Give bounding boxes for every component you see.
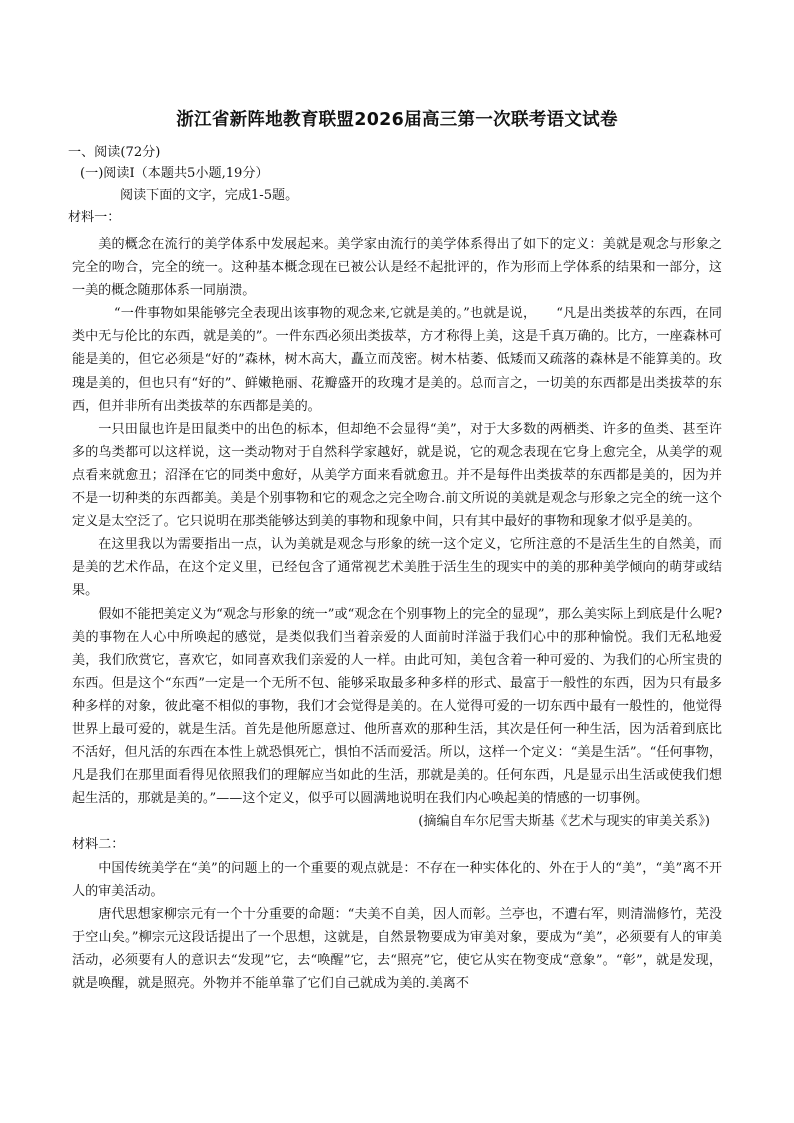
section-heading: 一、阅读(72分) bbox=[68, 145, 161, 160]
exam-title: 浙江省新阵地教育联盟2026届高三第一次联考语文试卷 bbox=[176, 110, 618, 130]
material1-paragraph: “一件事物如果能够完全表现出该事物的观念来,它就是美的。”也就是说， “凡是出类拔萃的东西，在同类中无与伦比的东西，就是美的”。一件东西必须出类拔萃，方才称得上美，这是千真万确的。比方，一座森林可能是美的，但它必须是“好的”森林，树木高大，矗立而茂密。树木枯萎、低矮而又疏落的森林是不能算美的。玫瑰是美的，但也只有“好的”、鲜嫩艳丽、花瓣盛开的玫瑰才是美的。总而言之，一切美的东西都是出类拔萃的东西，但并非所有出类拔萃的东西都是美的。 bbox=[72, 306, 722, 414]
material1-paragraph: 假如不能把美定义为“观念与形象的统一”或“观念在个别事物上的完全的显现”，那么美实际上到底是什么呢?美的事物在人心中所唤起的感觉，是类似我们当着亲爱的人面前时洋溢于我们心中的那种愉悦。我们无私地爱美，我们欣赏它，喜欢它，如同喜欢我们亲爱的人一样。由此可知，美包含着一种可爱的、为我们的心所宝贵的东西。但是这个“东西”一定是一个无所不包、能够采取最多种多样的形式、最富于一般性的东西，因为只有最多种多样的对象，彼此毫不相似的事物，我们才会觉得是美的。在人觉得可爱的一切东西中最有一般性的，他觉得世界上最可爱的，就是生活。首先是他所愿意过、他所喜欢的那种生活，其次是任何一种生活，因为活着到底比不活好，但凡活的东西在本性上就恐惧死亡，惧怕不活而爱活。所以，这样一个定义：“美是生活”。“任何事物，凡是我们在那里面看得见依照我们的理解应当如此的生活，那就是美的。任何东西，凡是显示出生活或使我们想起生活的，那就是美的。”——这个定义，似乎可以圆满地说明在我们内心唤起美的情感的一切事例。 bbox=[72, 606, 722, 807]
material1-body bbox=[72, 233, 722, 857]
subsection-heading: (一)阅读Ⅰ（本题共5小题,19分） bbox=[80, 166, 269, 181]
material2-paragraph: 中国传统美学在“美”的问题上的一个重要的观点就是：不存在一种实体化的、外在于人的“美”，“美”离不开人的审美活动。 bbox=[72, 861, 722, 900]
material1-source: (摘编自车尔尼雪夫斯基《艺术与现实的审美关系》) bbox=[418, 814, 710, 830]
material2-paragraph: 唐代思想家柳宗元有一个十分重要的命题：“夫美不自美，因人而彰。兰亭也，不遭右军，则清湍修竹，芜没于空山矣。”柳宗元这段话提出了一个思想，这就是，自然景物要成为审美对象，要成为“美”，必须要有人的审美活动，必须要有人的意识去“发现”它，去“唤醒”它，去“照亮”它，使它从实在物变成“意象”。“彰”，就是发现，就是唤醒，就是照亮。外物并不能单靠了它们自己就成为美的.美离不 bbox=[72, 907, 722, 992]
material1-label: 材料一： bbox=[68, 210, 121, 225]
material1-paragraph: 美的概念在流行的美学体系中发展起来。美学家由流行的美学体系得出了如下的定义：美就是观念与形象之完全的吻合，完全的统一。这种基本概念现在已被公认是经不起批评的，作为形而上学体系的结果和一部分，这一美的概念随那体系一同崩溃。 bbox=[72, 237, 722, 299]
material2-body bbox=[72, 857, 722, 996]
material1-paragraph: 一只田鼠也许是田鼠类中的出色的标本，但却绝不会显得“美”，对于大多数的两栖类、许多的鱼类、甚至许多的鸟类都可以这样说，这一类动物对于自然科学家越好，就是说，它的观念表现在它身上愈完全，从美学的观点看来就愈丑；沼泽在它的同类中愈好，从美学方面来看就愈丑。并不是每件出类拔萃的东西都是美的，因为并不是一切种类的东西都美。美是个别事物和它的观念之完全吻合.前文所说的美就是观念与形象之完全的统一这个定义是太空泛了。它只说明在那类能够达到美的事物和现象中间，只有其中最好的事物和现象才似乎是美的。 bbox=[72, 421, 722, 530]
instruction-text: 阅读下面的文字，完成1-5题。 bbox=[120, 188, 299, 203]
material2-label: 材料二： bbox=[72, 837, 125, 853]
material1-paragraph: 在这里我以为需要指出一点，认为美就是观念与形象的统一这个定义，它所注意的不是活生生的自然美，而是美的艺术作品，在这个定义里，已经包含了通常视艺术美胜于活生生的现实中的美的那种美学倾向的萌芽或结果。 bbox=[72, 537, 722, 599]
